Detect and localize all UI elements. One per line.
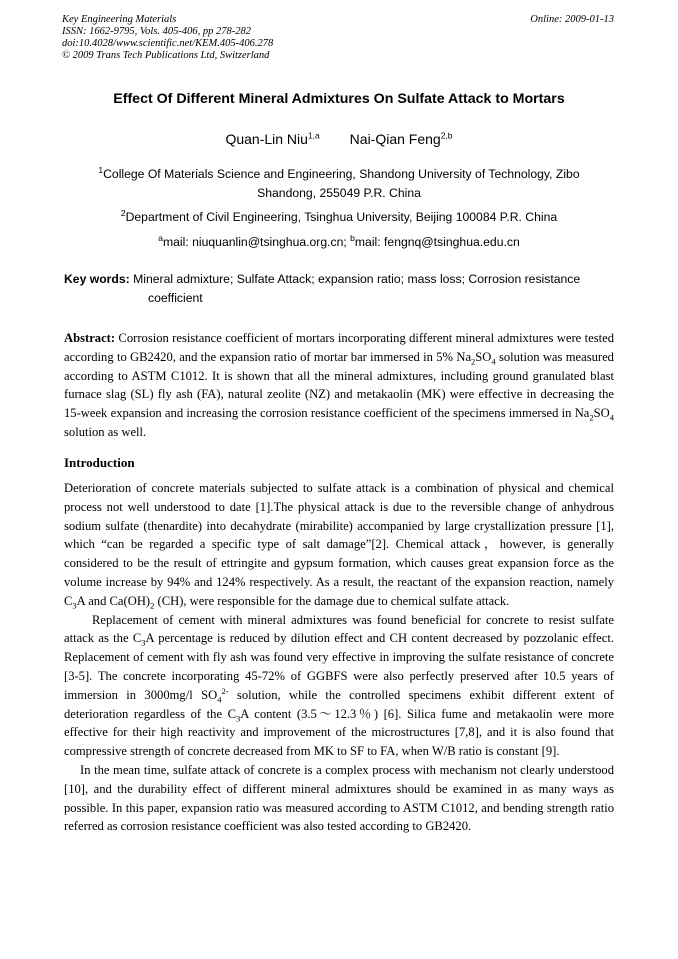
abstract (64, 329, 614, 442)
author-list (0, 131, 678, 147)
online-date: Online: 2009-01-13 (530, 14, 614, 25)
paper-title: Effect Of Different Mineral Admixtures On Sulfate Attack to Mortars (113, 91, 565, 107)
email-b: mail: fengnq@tsinghua.edu.cn (354, 235, 520, 249)
email-line (70, 233, 608, 252)
abstract-text: solution as well. (64, 424, 147, 439)
keywords-line-2: coefficient (148, 291, 203, 305)
doi-line: doi:10.4028/www.scientific.net/KEM.405-406.278 (62, 38, 274, 49)
email-superscript: b (350, 232, 355, 243)
journal-name: Key Engineering Materials (62, 14, 177, 25)
subscript: 4 (491, 356, 496, 367)
section-heading-introduction: Introduction (64, 455, 135, 470)
intro-paragraph-2 (64, 611, 614, 761)
author-2 (350, 131, 453, 147)
paragraph-text: solution, while the controlled specimens exhibit different extent of deterioration regardless of the C (64, 687, 614, 721)
issn-line: ISSN: 1662-9795, Vols. 405-406, pp 278-282 (62, 26, 251, 37)
subscript: 3 (236, 713, 241, 724)
abstract-text: solution was measured according to ASTM C1012. It is shown that all the mineral admixtures, including ground granulated blast furnace slag (SL) fly ash (FA), natural zeolite (NZ) and metakaolin (MK) were effective in decreasing the 15-week expansion and increasing the corrosion resistance coefficient of the specimens immersed in Na (64, 349, 614, 421)
subscript: 2 (471, 356, 476, 367)
paragraph-text: Deterioration of concrete materials subjected to sulfate attack is a combination of physical and chemical process not well understood to date [1].The physical attack is due to the reversible change of anhydrous sodium sulfate (thenardite) into decahydrate (mirabilite) accompanied by large crystallization pressure [1], which “can be regarded a specific type of salt damage”[2]. Chemical attack，however, is generally considered to be the result of ettringite and gypsum formation, which causes great expansion force as the volume increase by 94% and 124% respectively. As a result, the reactant of the expansion reaction, namely C (64, 481, 614, 608)
author-superscript: 2,b (440, 130, 453, 141)
author-superscript: 1,a (307, 130, 320, 141)
affiliation-superscript: 2 (120, 207, 126, 218)
abstract-text: SO (593, 406, 610, 421)
subscript: 4 (217, 694, 222, 705)
paragraph-text: A percentage is reduced by dilution effect and CH content decreased by pozzolanic effect. Replacement of cement with fly ash was found very effective in improving the sulfate resistance of concrete [3-5]. The concrete incorporating 45-72% of GGBFS were also perfectly preserved after 10.5 years of immersion in 3000mg/l SO (64, 631, 614, 702)
affiliation-text: Department of Civil Engineering, Tsinghua University, Beijing 100084 P.R. China (125, 210, 558, 224)
affiliation-superscript: 1 (98, 164, 104, 175)
paragraph-text: (CH), were responsible for the damage due to chemical sulfate attack. (154, 593, 510, 608)
email-a: mail: niuquanlin@tsinghua.org.cn; (163, 235, 351, 249)
keywords-label: Key words: (64, 272, 130, 286)
email-superscript: a (158, 232, 163, 243)
subscript: 4 (609, 412, 614, 423)
keywords (64, 270, 614, 308)
affiliation-1 (70, 165, 608, 203)
subscript: 3 (141, 637, 146, 648)
author-name: Quan-Lin Niu (225, 131, 308, 147)
intro-paragraph-1 (64, 479, 614, 611)
superscript: 2- (221, 685, 229, 696)
paragraph-text: A content (3.5～12.3％) [6]. Silica fume and metakaolin were more effective for their high reactivity and improvement of the microstructures [7,8], and it is also found that compressive strength of concrete decreased from MK to SF to FA, when W/B ratio is constant [9]. (64, 706, 614, 759)
subscript: 2 (589, 412, 594, 423)
copyright-line: © 2009 Trans Tech Publications Ltd, Switzerland (62, 50, 270, 61)
paragraph-text: Replacement of cement with mineral admixtures was found beneficial for concrete to resist sulfate attack as the C (64, 612, 614, 646)
subscript: 2 (150, 600, 155, 611)
affiliation-2 (70, 208, 608, 227)
author-1 (225, 131, 319, 147)
affiliation-text: College Of Materials Science and Engineering, Shandong University of Technology, Zibo Shandong, 255049 P.R. China (103, 167, 580, 200)
journal-header (62, 14, 273, 62)
abstract-text: SO (475, 349, 492, 364)
introduction-body (64, 479, 614, 836)
keywords-line-1: Mineral admixture; Sulfate Attack; expansion ratio; mass loss; Corrosion resistance (129, 272, 581, 286)
subscript: 3 (72, 600, 77, 611)
author-name: Nai-Qian Feng (349, 131, 441, 147)
abstract-label: Abstract: (64, 331, 116, 345)
abstract-text: Corrosion resistance coefficient of mortars incorporating different mineral admixtures were tested according to GB2420, and the expansion ratio of mortar bar immersed in 5% Na (64, 331, 614, 364)
intro-paragraph-3: In the mean time, sulfate attack of concrete is a complex process with mechanism not clearly understood [10], and the durability effect of different mineral admixtures should be examined in as many ways as possible. In this paper, expansion ratio was measured according to ASTM C1012, and bending strength ratio referred as corrosion resistance coefficient was also tested according to GB2420. (64, 762, 614, 834)
paragraph-text: A and Ca(OH) (76, 593, 151, 608)
